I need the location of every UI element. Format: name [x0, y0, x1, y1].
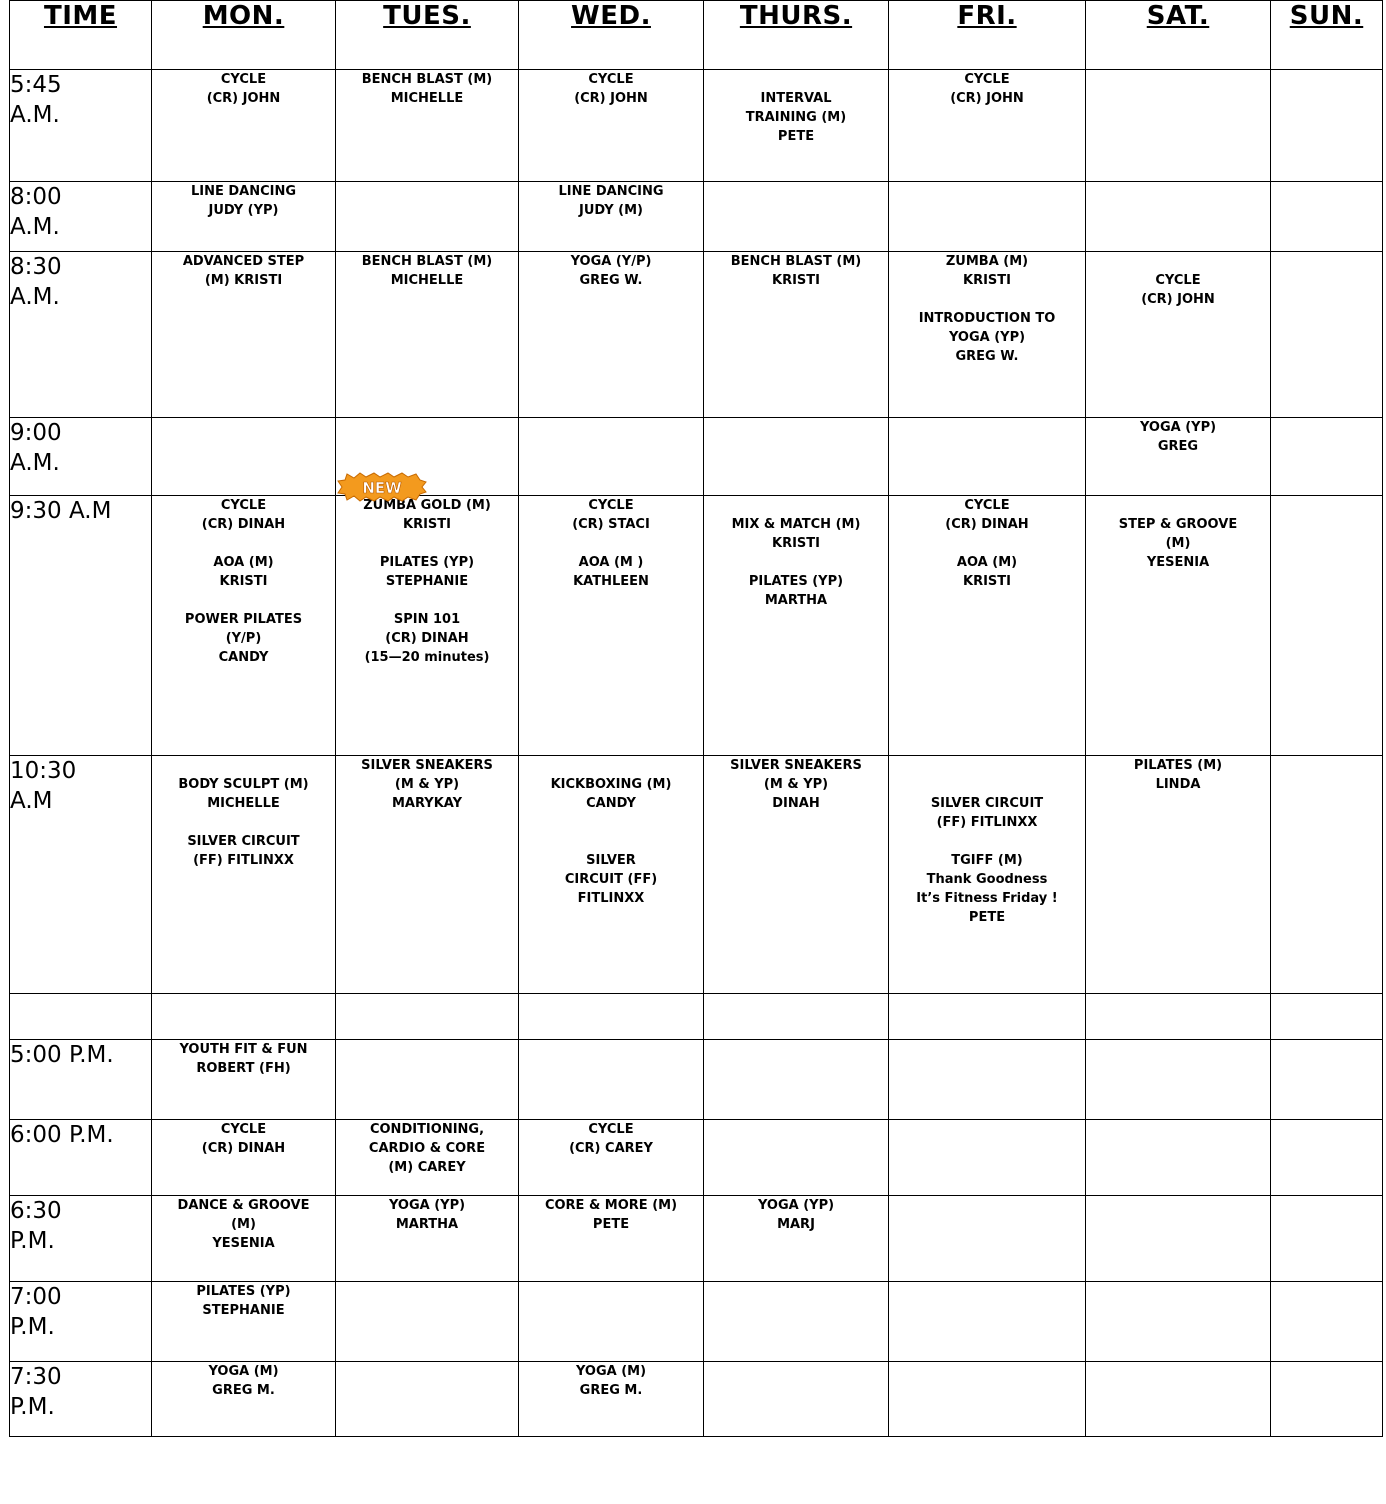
class-cell-sun	[1271, 756, 1383, 994]
schedule-row	[10, 1196, 1383, 1282]
class-cell-wed	[519, 70, 704, 182]
time-label: 6:00 P.M.	[10, 1122, 114, 1148]
time-cell	[10, 70, 152, 182]
class-cell-thurs	[704, 756, 889, 994]
class-entry: YOGA (M) GREG M.	[208, 1364, 279, 1398]
time-cell	[10, 1362, 152, 1437]
class-cell-tues	[336, 70, 519, 182]
class-entry: CYCLE (CR) JOHN	[574, 72, 648, 106]
class-spacer	[889, 290, 1085, 309]
class-entry: PILATES (M) LINDA	[1133, 758, 1223, 792]
class-cell-sun	[1271, 1282, 1383, 1362]
class-cell-sat	[1086, 182, 1271, 252]
class-cell-tues	[336, 182, 519, 252]
class-cell-sun	[1271, 70, 1383, 182]
header-row	[10, 1, 1383, 70]
class-entry: YOGA (YP) GREG	[1139, 420, 1217, 454]
time-label: 10:30 A.M	[10, 758, 77, 814]
class-cell-fri	[889, 496, 1086, 756]
class-cell-thurs	[704, 70, 889, 182]
class-cell-thurs	[704, 1120, 889, 1196]
class-entry: AOA (M ) KATHLEEN	[573, 555, 649, 589]
class-spacer	[704, 553, 888, 572]
class-entry: YOUTH FIT & FUN ROBERT (FH)	[179, 1042, 308, 1076]
schedule-row	[10, 756, 1383, 994]
class-cell-sat	[1086, 994, 1271, 1040]
time-cell	[10, 182, 152, 252]
class-entry: CYCLE (CR) DINAH	[945, 498, 1029, 532]
class-cell-fri	[889, 1040, 1086, 1120]
class-cell-wed	[519, 1120, 704, 1196]
class-spacer	[336, 534, 518, 553]
day-header-mon: MON.	[152, 1, 336, 70]
class-entry: CYCLE (CR) STACI	[572, 498, 650, 532]
time-cell	[10, 994, 152, 1040]
class-entry: LINE DANCING JUDY (M)	[558, 184, 664, 218]
class-entry: BENCH BLAST (M) MICHELLE	[361, 72, 493, 106]
class-cell-sat	[1086, 418, 1271, 496]
class-entry: AOA (M) KRISTI	[213, 555, 274, 589]
class-spacer	[152, 534, 335, 553]
class-entry: ZUMBA (M) KRISTI	[945, 254, 1029, 288]
time-label: 9:00 A.M.	[10, 420, 62, 476]
class-entry: BENCH BLAST (M) KRISTI	[730, 254, 862, 288]
day-header-thurs: THURS.	[704, 1, 889, 70]
class-cell-wed	[519, 496, 704, 756]
time-cell	[10, 418, 152, 496]
schedule-row	[10, 252, 1383, 418]
day-header-tues: TUES.	[336, 1, 519, 70]
time-label: 6:30 P.M.	[10, 1198, 62, 1254]
class-entry: ADVANCED STEP (M) KRISTI	[182, 254, 305, 288]
class-cell-wed	[519, 756, 704, 994]
time-header: TIME	[10, 1, 152, 70]
class-cell-sun	[1271, 252, 1383, 418]
class-entry: PILATES (YP) STEPHANIE	[196, 1284, 291, 1318]
class-cell-tues	[336, 994, 519, 1040]
class-spacer	[152, 591, 335, 610]
class-cell-tues	[336, 1040, 519, 1120]
schedule-body	[10, 70, 1383, 1437]
class-cell-mon	[152, 1120, 336, 1196]
time-label: 9:30 A.M	[10, 498, 112, 524]
class-cell-sat	[1086, 496, 1271, 756]
class-cell-wed	[519, 1196, 704, 1282]
class-cell-fri	[889, 1196, 1086, 1282]
class-entry: SPIN 101 (CR) DINAH (15—20 minutes)	[364, 612, 490, 665]
class-cell-sun	[1271, 994, 1383, 1040]
class-cell-tues	[336, 252, 519, 418]
class-entry: SILVER SNEAKERS (M & YP) DINAH	[730, 758, 862, 811]
class-cell-sat	[1086, 1040, 1271, 1120]
class-cell-thurs	[704, 1282, 889, 1362]
class-entry: SILVER CIRCUIT (FF) FITLINXX	[187, 834, 300, 868]
class-cell-mon	[152, 1282, 336, 1362]
day-header-fri: FRI.	[889, 1, 1086, 70]
class-cell-sat	[1086, 1196, 1271, 1282]
class-cell-sat	[1086, 70, 1271, 182]
class-cell-sat	[1086, 1362, 1271, 1437]
class-cell-mon	[152, 70, 336, 182]
class-cell-thurs	[704, 496, 889, 756]
schedule-row	[10, 1362, 1383, 1437]
time-label: 5:45 A.M.	[10, 72, 62, 128]
class-cell-wed	[519, 182, 704, 252]
class-cell-sun	[1271, 1362, 1383, 1437]
class-cell-sun	[1271, 1120, 1383, 1196]
class-cell-thurs	[704, 1040, 889, 1120]
class-entry: TGIFF (M) Thank Goodness It’s Fitness Friday ! PETE	[916, 853, 1058, 925]
class-cell-tues	[336, 1362, 519, 1437]
class-entry: CYCLE (CR) JOHN	[1141, 273, 1215, 307]
class-cell-thurs	[704, 182, 889, 252]
schedule-row	[10, 182, 1383, 252]
schedule-row	[10, 496, 1383, 756]
class-cell-sun	[1271, 496, 1383, 756]
new-badge	[336, 472, 428, 502]
class-cell-sat	[1086, 756, 1271, 994]
class-cell-fri	[889, 1282, 1086, 1362]
class-spacer	[889, 832, 1085, 851]
class-entry: INTERVAL TRAINING (M) PETE	[745, 91, 847, 144]
class-cell-wed	[519, 418, 704, 496]
time-cell	[10, 1040, 152, 1120]
class-cell-mon	[152, 994, 336, 1040]
schedule-row	[10, 1040, 1383, 1120]
new-badge-label: NEW	[362, 479, 402, 497]
class-cell-tues	[336, 1282, 519, 1362]
class-spacer	[519, 813, 703, 832]
schedule-row	[10, 70, 1383, 182]
class-cell-wed	[519, 994, 704, 1040]
class-cell-sat	[1086, 1120, 1271, 1196]
time-cell	[10, 1282, 152, 1362]
time-label: 7:30 P.M.	[10, 1364, 62, 1420]
class-cell-sun	[1271, 1196, 1383, 1282]
class-entry: YOGA (YP) MARJ	[757, 1198, 835, 1232]
time-cell	[10, 1196, 152, 1282]
class-entry: POWER PILATES (Y/P) CANDY	[184, 612, 303, 665]
class-entry: BENCH BLAST (M) MICHELLE	[361, 254, 493, 288]
class-entry: BODY SCULPT (M) MICHELLE	[178, 777, 309, 811]
schedule-row	[10, 1282, 1383, 1362]
class-entry: PILATES (YP) MARTHA	[748, 574, 844, 608]
class-cell-fri	[889, 756, 1086, 994]
class-spacer	[152, 813, 335, 832]
time-label: 8:30 A.M.	[10, 254, 62, 310]
class-cell-tues	[336, 1120, 519, 1196]
class-cell-tues	[336, 1196, 519, 1282]
class-cell-mon	[152, 1362, 336, 1437]
class-entry: STEP & GROOVE (M) YESENIA	[1118, 517, 1238, 570]
class-entry: INTRODUCTION TO YOGA (YP) GREG W.	[918, 311, 1056, 364]
class-cell-mon	[152, 496, 336, 756]
time-cell	[10, 756, 152, 994]
class-entry: DANCE & GROOVE (M) YESENIA	[177, 1198, 310, 1251]
class-cell-wed	[519, 1362, 704, 1437]
class-entry: CORE & MORE (M) PETE	[544, 1198, 678, 1232]
class-cell-mon	[152, 252, 336, 418]
class-cell-mon	[152, 1040, 336, 1120]
class-cell-wed	[519, 1040, 704, 1120]
class-spacer	[336, 591, 518, 610]
class-cell-mon	[152, 1196, 336, 1282]
class-cell-tues	[336, 756, 519, 994]
class-cell-sat	[1086, 252, 1271, 418]
class-entry: KICKBOXING (M) CANDY	[550, 777, 672, 811]
class-entry: LINE DANCING JUDY (YP)	[190, 184, 297, 218]
class-cell-wed	[519, 252, 704, 418]
time-cell	[10, 1120, 152, 1196]
class-cell-sun	[1271, 418, 1383, 496]
class-cell-sun	[1271, 1040, 1383, 1120]
class-cell-fri	[889, 418, 1086, 496]
class-entry: YOGA (Y/P) GREG W.	[570, 254, 652, 288]
class-cell-mon	[152, 182, 336, 252]
class-entry: ZUMBA GOLD (M) KRISTI	[363, 498, 491, 532]
time-label: 7:00 P.M.	[10, 1284, 62, 1340]
class-entry: CYCLE (CR) JOHN	[950, 72, 1024, 106]
class-cell-fri	[889, 994, 1086, 1040]
class-spacer	[889, 534, 1085, 553]
class-entry: SILVER CIRCUIT (FF) FITLINXX	[564, 853, 658, 906]
time-label: 8:00 A.M.	[10, 184, 62, 240]
time-cell	[10, 252, 152, 418]
time-cell	[10, 496, 152, 756]
day-header-sat: SAT.	[1086, 1, 1271, 70]
class-cell-fri	[889, 182, 1086, 252]
class-entry: PILATES (YP) STEPHANIE	[379, 555, 475, 589]
class-entry: YOGA (M) GREG M.	[575, 1364, 647, 1398]
class-cell-thurs	[704, 418, 889, 496]
class-entry: CYCLE (CR) DINAH	[201, 1122, 286, 1156]
class-entry: CYCLE (CR) DINAH	[201, 498, 286, 532]
class-cell-sat	[1086, 1282, 1271, 1362]
time-label: 5:00 P.M.	[10, 1042, 114, 1068]
schedule-row	[10, 418, 1383, 496]
class-entry: CYCLE (CR) CAREY	[569, 1122, 653, 1156]
day-header-wed: WED.	[519, 1, 704, 70]
class-cell-thurs	[704, 252, 889, 418]
class-entry: SILVER CIRCUIT (FF) FITLINXX	[930, 796, 1044, 830]
schedule-table	[9, 0, 1383, 1437]
class-cell-sun	[1271, 182, 1383, 252]
class-cell-mon	[152, 418, 336, 496]
class-spacer	[519, 534, 703, 553]
class-cell-fri	[889, 1362, 1086, 1437]
class-entry: YOGA (YP) MARTHA	[388, 1198, 466, 1232]
class-cell-thurs	[704, 994, 889, 1040]
class-cell-tues	[336, 496, 519, 756]
class-entry: CONDITIONING, CARDIO & CORE (M) CAREY	[368, 1122, 486, 1175]
schedule-row	[10, 994, 1383, 1040]
schedule-row	[10, 1120, 1383, 1196]
class-entry: MIX & MATCH (M) KRISTI	[731, 517, 861, 551]
class-cell-fri	[889, 1120, 1086, 1196]
class-cell-thurs	[704, 1362, 889, 1437]
day-header-sun: SUN.	[1271, 1, 1383, 70]
class-cell-thurs	[704, 1196, 889, 1282]
class-cell-wed	[519, 1282, 704, 1362]
class-entry: AOA (M) KRISTI	[956, 555, 1018, 589]
class-entry: CYCLE (CR) JOHN	[206, 72, 281, 106]
class-cell-fri	[889, 70, 1086, 182]
class-entry: SILVER SNEAKERS (M & YP) MARYKAY	[361, 758, 493, 811]
class-cell-mon	[152, 756, 336, 994]
class-cell-fri	[889, 252, 1086, 418]
